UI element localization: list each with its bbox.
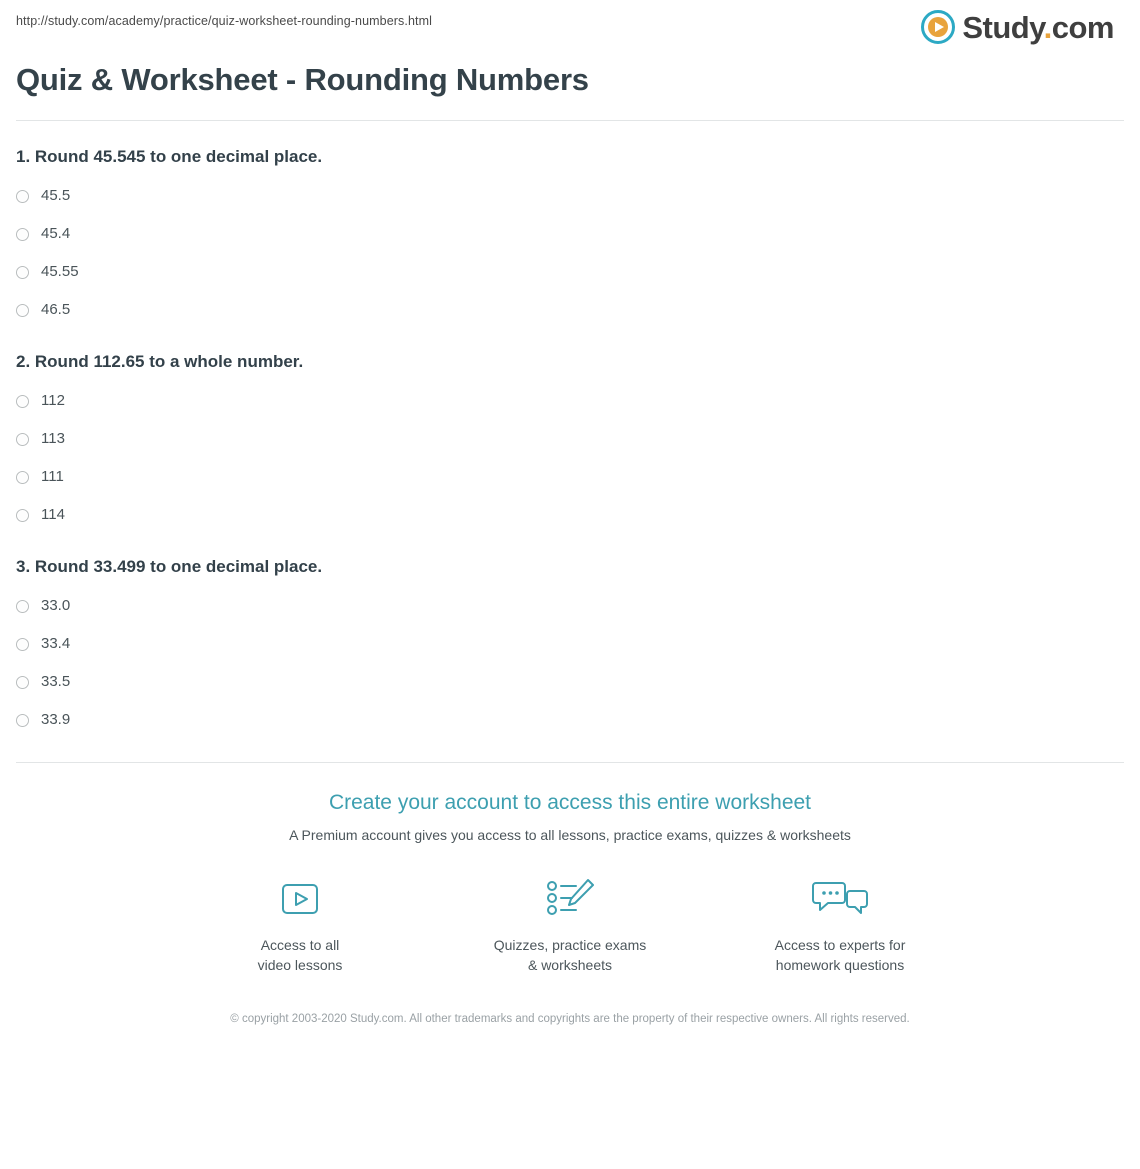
feature-quizzes bbox=[480, 873, 660, 976]
option-row[interactable] bbox=[16, 430, 1124, 447]
feature-label-line2: & worksheets bbox=[527, 957, 613, 974]
radio-button-icon[interactable] bbox=[16, 509, 29, 522]
feature-experts bbox=[750, 873, 930, 976]
option-label: 45.5 bbox=[41, 187, 71, 204]
site-logo[interactable] bbox=[921, 10, 1124, 44]
copyright-text: © copyright 2003-2020 Study.com. All other trademarks and copyrights are the property of their respective owners. All rights reserved. bbox=[230, 1012, 910, 1025]
logo-dot: . bbox=[1043, 9, 1052, 45]
option-label: 33.4 bbox=[41, 635, 71, 652]
option-row[interactable] bbox=[16, 597, 1124, 614]
option-label: 33.5 bbox=[41, 673, 71, 690]
radio-button-icon[interactable] bbox=[16, 304, 29, 317]
play-circle-icon bbox=[921, 10, 955, 44]
option-label: 114 bbox=[41, 506, 65, 523]
option-row[interactable] bbox=[16, 187, 1124, 204]
option-label: 46.5 bbox=[41, 301, 71, 318]
promo-subhead: A Premium account gives you access to all lessons, practice exams, quizzes & worksheets bbox=[289, 827, 851, 843]
page-url: http://study.com/academy/practice/quiz-worksheet-rounding-numbers.html bbox=[16, 14, 432, 28]
option-label: 33.9 bbox=[41, 711, 71, 728]
question-2 bbox=[16, 352, 1124, 523]
feature-label-line1: Quizzes, practice exams bbox=[493, 937, 647, 953]
feature-video-lessons bbox=[210, 873, 390, 976]
logo-wordmark bbox=[962, 9, 1114, 45]
option-row[interactable] bbox=[16, 225, 1124, 242]
option-row[interactable] bbox=[16, 506, 1124, 523]
radio-button-icon[interactable] bbox=[16, 471, 29, 484]
option-label: 113 bbox=[41, 430, 65, 447]
feature-label-line2: video lessons bbox=[257, 957, 343, 974]
radio-button-icon[interactable] bbox=[16, 638, 29, 651]
feature-label-line1: Access to experts for bbox=[774, 937, 906, 953]
option-label: 111 bbox=[41, 468, 64, 485]
radio-button-icon[interactable] bbox=[16, 228, 29, 241]
page-header bbox=[0, 0, 1140, 44]
radio-button-icon[interactable] bbox=[16, 714, 29, 727]
promo-headline[interactable]: Create your account to access this entire worksheet bbox=[328, 791, 812, 814]
option-label: 33.0 bbox=[41, 597, 71, 614]
option-row[interactable] bbox=[16, 301, 1124, 318]
video-play-icon bbox=[276, 873, 324, 925]
worksheet-content bbox=[0, 62, 1140, 1050]
feature-label-line1: Access to all bbox=[260, 937, 340, 953]
option-row[interactable] bbox=[16, 468, 1124, 485]
option-row[interactable] bbox=[16, 263, 1124, 280]
question-text: 3. Round 33.499 to one decimal place. bbox=[16, 557, 323, 576]
radio-button-icon[interactable] bbox=[16, 433, 29, 446]
option-row[interactable] bbox=[16, 673, 1124, 690]
page-title: Quiz & Worksheet - Rounding Numbers bbox=[16, 62, 589, 97]
option-label: 45.4 bbox=[41, 225, 71, 242]
question-text: 2. Round 112.65 to a whole number. bbox=[16, 352, 304, 371]
title-divider bbox=[16, 120, 1124, 121]
radio-button-icon[interactable] bbox=[16, 266, 29, 279]
quiz-checklist-pencil-icon bbox=[542, 873, 598, 925]
radio-button-icon[interactable] bbox=[16, 676, 29, 689]
option-row[interactable] bbox=[16, 392, 1124, 409]
option-label: 45.55 bbox=[41, 263, 79, 280]
logo-name: Study bbox=[962, 9, 1044, 45]
radio-button-icon[interactable] bbox=[16, 600, 29, 613]
feature-label-line2: homework questions bbox=[775, 957, 905, 974]
option-label: 112 bbox=[41, 392, 65, 409]
chat-bubbles-icon bbox=[812, 873, 868, 925]
radio-button-icon[interactable] bbox=[16, 395, 29, 408]
question-3 bbox=[16, 557, 1124, 728]
logo-tld: com bbox=[1051, 9, 1114, 45]
promo-features bbox=[16, 873, 1124, 976]
radio-button-icon[interactable] bbox=[16, 190, 29, 203]
promo-section bbox=[16, 762, 1124, 1050]
option-row[interactable] bbox=[16, 635, 1124, 652]
option-row[interactable] bbox=[16, 711, 1124, 728]
question-text: 1. Round 45.545 to one decimal place. bbox=[16, 147, 323, 166]
question-1 bbox=[16, 147, 1124, 318]
